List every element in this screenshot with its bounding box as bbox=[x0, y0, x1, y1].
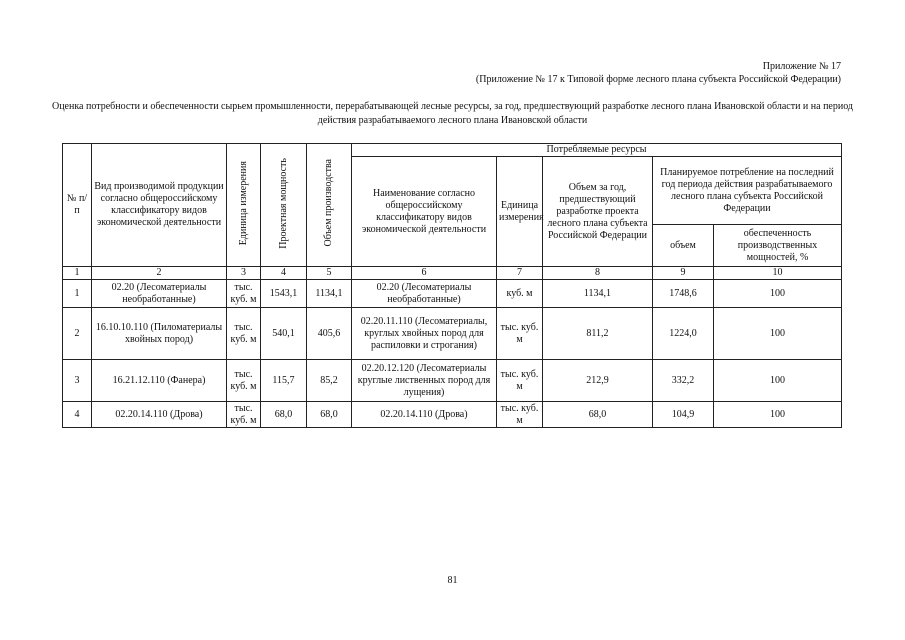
cell-unit: тыс. куб. м bbox=[227, 308, 261, 360]
cell-unit: тыс. куб. м bbox=[227, 402, 261, 428]
cell-res-unit: тыс. куб. м bbox=[497, 308, 543, 360]
cell-capacity: 115,7 bbox=[261, 360, 307, 402]
header-year-volume: Объем за год, предшествующий разработке проекта лесного плана субъекта Российской Федерации bbox=[543, 157, 653, 267]
header-capacity bbox=[261, 144, 307, 267]
header-activity: Вид производимой продукции согласно общероссийскому классификатору видов экономической деятельности bbox=[92, 144, 227, 267]
cell-planned-volume: 332,2 bbox=[653, 360, 714, 402]
col-number: 2 bbox=[92, 267, 227, 280]
header-volume bbox=[307, 144, 352, 267]
col-number: 5 bbox=[307, 267, 352, 280]
table-row bbox=[63, 308, 842, 360]
cell-res-unit: тыс. куб. м bbox=[497, 360, 543, 402]
header-capacity-text: Проектная мощность bbox=[277, 157, 289, 249]
cell-volume: 405,6 bbox=[307, 308, 352, 360]
cell-res-unit: тыс. куб. м bbox=[497, 402, 543, 428]
cell-name: 02.20.12.120 (Лесоматериалы круглые лиственных пород для лущения) bbox=[352, 360, 497, 402]
cell-res-unit: куб. м bbox=[497, 280, 543, 308]
col-number: 3 bbox=[227, 267, 261, 280]
cell-capacity: 1543,1 bbox=[261, 280, 307, 308]
header-consumed-resources: Потребляемые ресурсы bbox=[352, 144, 842, 157]
table-caption: Оценка потребности и обеспеченности сырьем промышленности, перерабатывающей лесные ресурсы, за год, предшествующий разработке лесного плана Ивановской области и на период действия разрабатываемого лесного плана Ивановской области bbox=[51, 101, 854, 126]
cell-activity: 16.21.12.110 (Фанера) bbox=[92, 360, 227, 402]
cell-year-volume: 811,2 bbox=[543, 308, 653, 360]
header-volume-text: Объем производства bbox=[323, 159, 334, 247]
cell-name: 02.20 (Лесоматериалы необработанные) bbox=[352, 280, 497, 308]
cell-planned-volume: 104,9 bbox=[653, 402, 714, 428]
cell-planned-supply: 100 bbox=[714, 308, 842, 360]
cell-planned-supply: 100 bbox=[714, 402, 842, 428]
cell-year-volume: 212,9 bbox=[543, 360, 653, 402]
header-num: № п/п bbox=[63, 144, 92, 267]
cell-year-volume: 1134,1 bbox=[543, 280, 653, 308]
appendix-title: Приложение № 17 bbox=[762, 61, 841, 72]
cell-num: 1 bbox=[63, 280, 92, 308]
col-number: 7 bbox=[497, 267, 543, 280]
header-planned-supply: обеспеченность производственных мощностей, % bbox=[714, 225, 842, 267]
cell-planned-volume: 1224,0 bbox=[653, 308, 714, 360]
cell-activity: 02.20.14.110 (Дрова) bbox=[92, 402, 227, 428]
cell-num: 2 bbox=[63, 308, 92, 360]
header-planned-volume: объем bbox=[653, 225, 714, 267]
appendix-subtitle: (Приложение № 17 к Типовой форме лесного плана субъекта Российской Федерации) bbox=[475, 74, 841, 85]
cell-unit: тыс. куб. м bbox=[227, 360, 261, 402]
cell-capacity: 68,0 bbox=[261, 402, 307, 428]
cell-name: 02.20.14.110 (Дрова) bbox=[352, 402, 497, 428]
header-planned: Планируемое потребление на последний год периода действия разрабатываемого лесного плана субъекта Российской Федерации bbox=[653, 157, 842, 225]
cell-activity: 16.10.10.110 (Пиломатериалы хвойных пород) bbox=[92, 308, 227, 360]
page-number: 81 bbox=[447, 575, 458, 586]
header-res-unit: Единица измерения bbox=[497, 157, 543, 267]
table-row bbox=[63, 280, 842, 308]
cell-year-volume: 68,0 bbox=[543, 402, 653, 428]
cell-unit: тыс. куб. м bbox=[227, 280, 261, 308]
header-name: Наименование согласно общероссийскому классификатору видов экономической деятельности bbox=[352, 157, 497, 267]
cell-volume: 85,2 bbox=[307, 360, 352, 402]
cell-name: 02.20.11.110 (Лесоматериалы, круглых хвойных пород для распиловки и строгания) bbox=[352, 308, 497, 360]
resource-table bbox=[62, 143, 842, 428]
cell-capacity: 540,1 bbox=[261, 308, 307, 360]
header-unit-text: Единица измерения bbox=[237, 160, 249, 246]
table-row bbox=[63, 360, 842, 402]
col-number: 9 bbox=[653, 267, 714, 280]
cell-planned-supply: 100 bbox=[714, 360, 842, 402]
col-number: 6 bbox=[352, 267, 497, 280]
table-row bbox=[63, 402, 842, 428]
col-number: 4 bbox=[261, 267, 307, 280]
cell-num: 3 bbox=[63, 360, 92, 402]
cell-volume: 1134,1 bbox=[307, 280, 352, 308]
cell-activity: 02.20 (Лесоматериалы необработанные) bbox=[92, 280, 227, 308]
cell-planned-volume: 1748,6 bbox=[653, 280, 714, 308]
cell-num: 4 bbox=[63, 402, 92, 428]
cell-volume: 68,0 bbox=[307, 402, 352, 428]
column-number-row bbox=[63, 267, 842, 280]
col-number: 8 bbox=[543, 267, 653, 280]
col-number: 1 bbox=[63, 267, 92, 280]
col-number: 10 bbox=[714, 267, 842, 280]
cell-planned-supply: 100 bbox=[714, 280, 842, 308]
header-unit bbox=[227, 144, 261, 267]
